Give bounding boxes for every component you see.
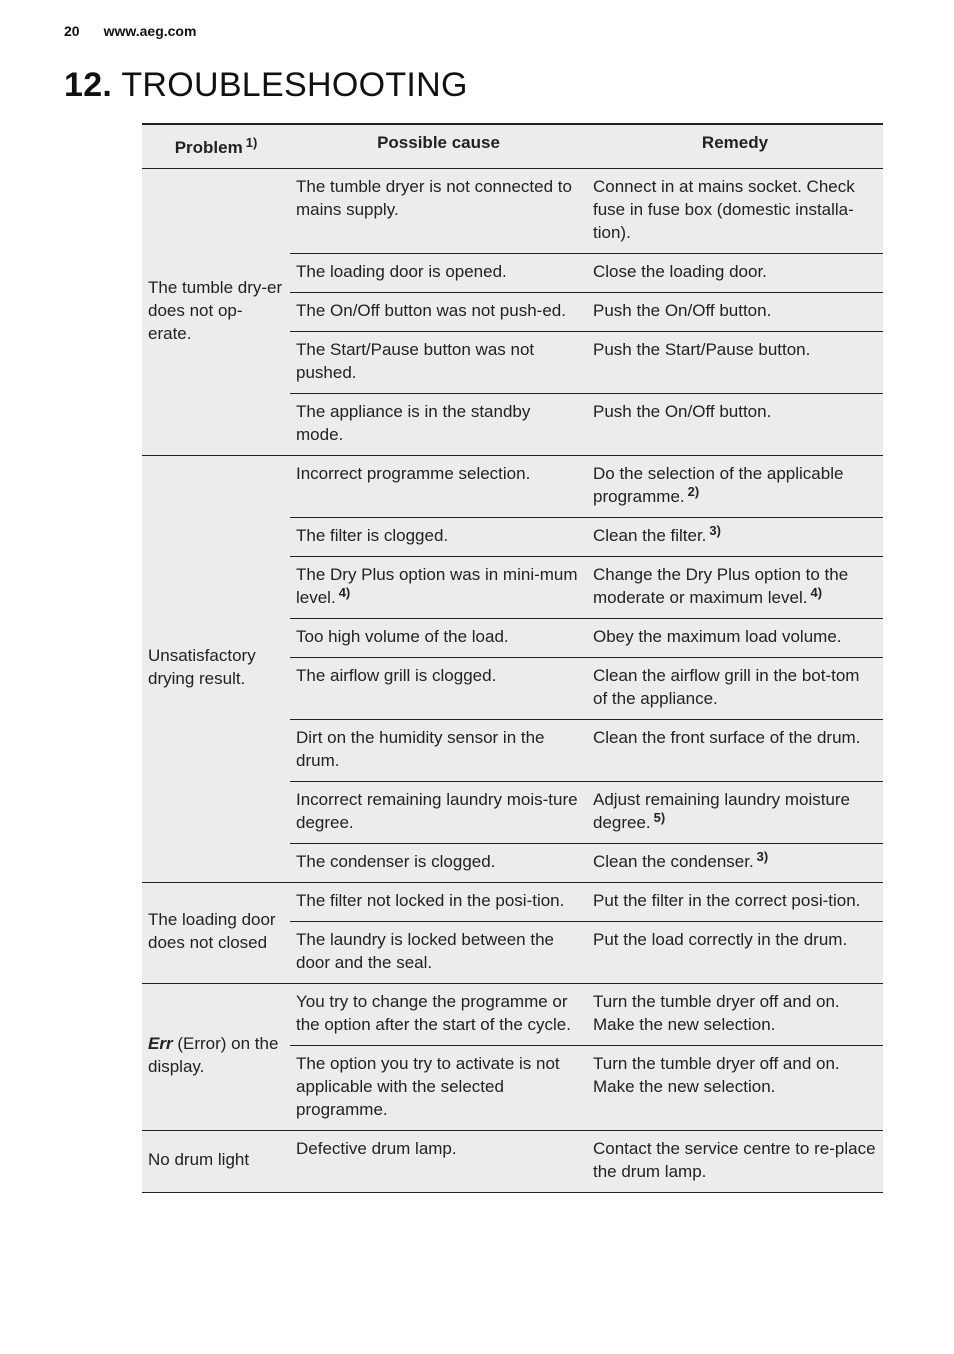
- section-number: 12.: [64, 66, 113, 104]
- remedy-cell: [587, 253, 883, 292]
- cause-text: Incorrect programme selection.: [296, 463, 531, 483]
- cause-text: The Dry Plus option was in mini-mum level.: [296, 564, 578, 607]
- cause-text: The appliance is in the standby mode.: [296, 401, 531, 444]
- table-header-row: [142, 124, 883, 168]
- cause-text: Defective drum lamp.: [296, 1138, 457, 1158]
- cause-cell: [290, 455, 587, 517]
- footnote-ref: 1): [245, 134, 258, 150]
- remedy-cell: [587, 331, 883, 393]
- problem-cell: [142, 1130, 290, 1192]
- cause-text: The airflow grill is clogged.: [296, 665, 497, 685]
- cause-text: The filter is clogged.: [296, 525, 449, 545]
- remedy-cell: [587, 843, 883, 882]
- remedy-cell: [587, 719, 883, 781]
- problem-cell: [142, 455, 290, 882]
- cause-cell: [290, 719, 587, 781]
- remedy-cell: [587, 781, 883, 843]
- table-row: [142, 168, 883, 253]
- remedy-cell: [587, 455, 883, 517]
- remedy-text: Put the load correctly in the drum.: [593, 929, 848, 949]
- problem-text: The tumble dry-er does not op-erate.: [148, 277, 283, 343]
- cause-text: The Start/Pause button was not pushed.: [296, 339, 535, 382]
- page-number: 20: [64, 23, 80, 39]
- cause-cell: [290, 657, 587, 719]
- remedy-text: Put the filter in the correct posi-tion.: [593, 890, 861, 910]
- remedy-text: Do the selection of the applicable programme.: [593, 463, 844, 506]
- troubleshooting-table: [142, 123, 883, 1193]
- cause-cell: [290, 618, 587, 657]
- remedy-cell: [587, 1130, 883, 1192]
- table-row: [142, 455, 883, 517]
- remedy-cell: [587, 292, 883, 331]
- remedy-cell: [587, 393, 883, 455]
- remedy-cell: [587, 517, 883, 556]
- remedy-cell: [587, 168, 883, 253]
- remedy-text: Obey the maximum load volume.: [593, 626, 842, 646]
- footnote-ref: 3): [709, 522, 721, 538]
- cause-cell: [290, 331, 587, 393]
- cause-text: The tumble dryer is not connected to mains supply.: [296, 176, 572, 219]
- remedy-text: Clean the airflow grill in the bot-tom of the appliance.: [593, 665, 860, 708]
- remedy-text: Push the Start/Pause button.: [593, 339, 811, 359]
- problem-text: The loading door does not closed: [148, 910, 276, 952]
- remedy-header: Remedy: [587, 124, 883, 168]
- footnote-ref: 3): [756, 848, 769, 864]
- table-body: [142, 168, 883, 1192]
- cause-text: Dirt on the humidity sensor in the drum.: [296, 727, 545, 770]
- remedy-cell: [587, 983, 883, 1045]
- cause-text: You try to change the programme or the option after the start of the cycle.: [296, 991, 571, 1034]
- problem-text: (Error) on the display.: [148, 1034, 279, 1076]
- cause-cell: [290, 781, 587, 843]
- remedy-text: Clean the condenser.: [593, 851, 754, 871]
- section-title: [64, 66, 468, 105]
- remedy-text: Change the Dry Plus option to the moderate or maximum level.: [593, 564, 849, 607]
- cause-cell: [290, 253, 587, 292]
- footnote-ref: 5): [653, 809, 666, 825]
- cause-cell: [290, 556, 587, 618]
- remedy-text: Clean the front surface of the drum.: [593, 727, 861, 747]
- table-row: [142, 983, 883, 1045]
- remedy-cell: [587, 882, 883, 921]
- cause-text: The option you try to activate is not applicable with the selected programme.: [296, 1053, 560, 1119]
- remedy-text: Push the On/Off button.: [593, 300, 772, 320]
- page-header: [64, 23, 196, 39]
- remedy-text: Clean the filter.: [593, 525, 707, 545]
- remedy-cell: [587, 921, 883, 983]
- table-row: [142, 882, 883, 921]
- footnote-ref: 4): [338, 584, 351, 600]
- cause-text: Incorrect remaining laundry mois-ture degree.: [296, 789, 578, 832]
- remedy-text: Adjust remaining laundry moisture degree.: [593, 789, 851, 832]
- remedy-cell: [587, 1045, 883, 1130]
- cause-header: Possible cause: [290, 124, 587, 168]
- remedy-cell: [587, 657, 883, 719]
- cause-cell: [290, 1045, 587, 1130]
- problem-header: [142, 124, 290, 168]
- problem-text: No drum light: [148, 1150, 250, 1169]
- cause-text: The filter not locked in the posi-tion.: [296, 890, 565, 910]
- remedy-cell: [587, 618, 883, 657]
- remedy-text: Turn the tumble dryer off and on. Make the new selection.: [593, 1053, 840, 1096]
- problem-header-label: Problem: [174, 137, 243, 157]
- cause-cell: [290, 292, 587, 331]
- cause-text: The condenser is clogged.: [296, 851, 496, 871]
- problem-cell: [142, 882, 290, 983]
- cause-cell: [290, 393, 587, 455]
- cause-cell: [290, 882, 587, 921]
- problem-cell: [142, 168, 290, 455]
- cause-text: The On/Off button was not push-ed.: [296, 300, 566, 320]
- cause-text: The laundry is locked between the door and the seal.: [296, 929, 554, 972]
- cause-cell: [290, 983, 587, 1045]
- cause-cell: [290, 921, 587, 983]
- remedy-text: Turn the tumble dryer off and on. Make the new selection.: [593, 991, 840, 1034]
- cause-cell: [290, 843, 587, 882]
- remedy-text: Contact the service centre to re-place the drum lamp.: [593, 1138, 876, 1181]
- remedy-text: Close the loading door.: [593, 261, 767, 281]
- remedy-text: Push the On/Off button.: [593, 401, 772, 421]
- cause-text: The loading door is opened.: [296, 261, 507, 281]
- cause-text: Too high volume of the load.: [296, 626, 509, 646]
- cause-cell: [290, 1130, 587, 1192]
- website-url: www.aeg.com: [103, 23, 197, 39]
- cause-cell: [290, 517, 587, 556]
- section-title-text: TROUBLESHOOTING: [121, 66, 468, 104]
- problem-cell: [142, 983, 290, 1130]
- error-code: Err: [148, 1034, 173, 1053]
- problem-text: Unsatisfactory drying result.: [148, 646, 256, 688]
- remedy-cell: [587, 556, 883, 618]
- cause-cell: [290, 168, 587, 253]
- remedy-text: Connect in at mains socket. Check fuse in fuse box (domestic installa-tion).: [593, 176, 855, 242]
- footnote-ref: 4): [810, 584, 823, 600]
- footnote-ref: 2): [687, 483, 700, 499]
- table-row: [142, 1130, 883, 1192]
